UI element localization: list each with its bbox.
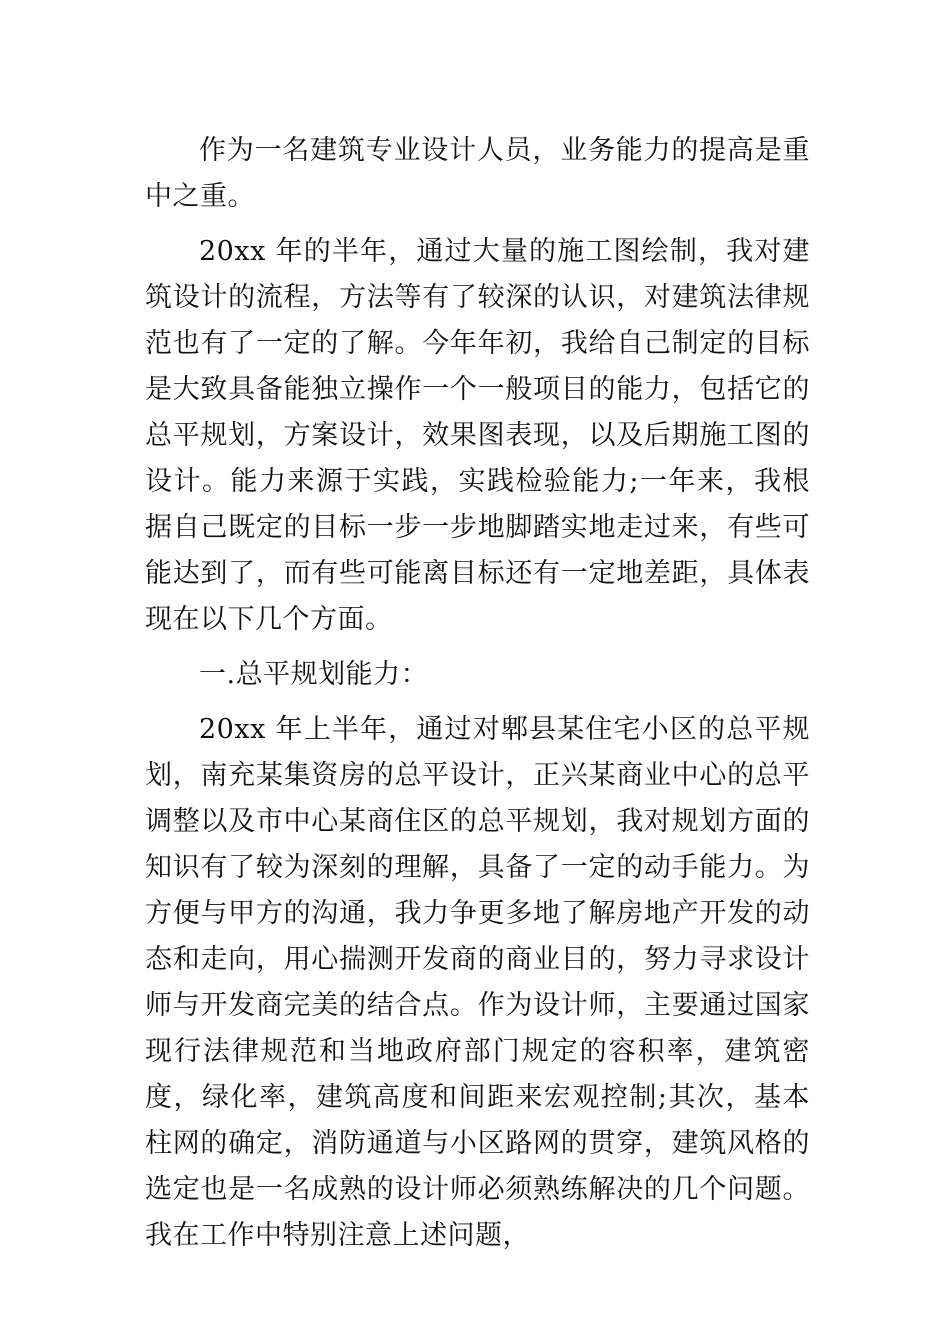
paragraph-intro: 作为一名建筑专业设计人员，业务能力的提高是重中之重。 [145, 135, 810, 212]
section-heading: 一.总平规划能力： [199, 659, 429, 690]
paragraph-planning: 20xx 年上半年，通过对郫县某住宅小区的总平规划，南充某集资房的总平设计，正兴某商业中心的总平调整以及市中心某商住区的总平规划，我对规划方面的知识有了较为深刻的理解，具备了一定的动手能力。为方便与甲方的沟通，我力争更多地了解房地产开发的动态和走向，用心揣测开发商的商业目的，努力寻求设计师与开发商完美的结合点。作为设计师，主要通过国家现行法律规范和当地政府部门规定的容积率，建筑密度，绿化率，建筑高度和间距来宏观控制;其次，基本柱网的确定，消防通道与小区路网的贯穿，建筑风格的选定也是一名成熟的设计师必须熟练解决的几个问题。我在工作中特别注意上述问题， [145, 714, 810, 1251]
document-body [145, 128, 810, 1268]
paragraph-summary: 20xx 年的半年，通过大量的施工图绘制，我对建筑设计的流程，方法等有了较深的认识，对建筑法律规范也有了一定的了解。今年年初，我给自己制定的目标是大致具备能独立操作一个一般项目的能力，包括它的总平规划，方案设计，效果图表现，以及后期施工图的设计。能力来源于实践，实践检验能力;一年来，我根据自己既定的目标一步一步地脚踏实地走过来，有些可能达到了，而有些可能离目标还有一定地差距，具体表现在以下几个方面。 [145, 236, 810, 635]
